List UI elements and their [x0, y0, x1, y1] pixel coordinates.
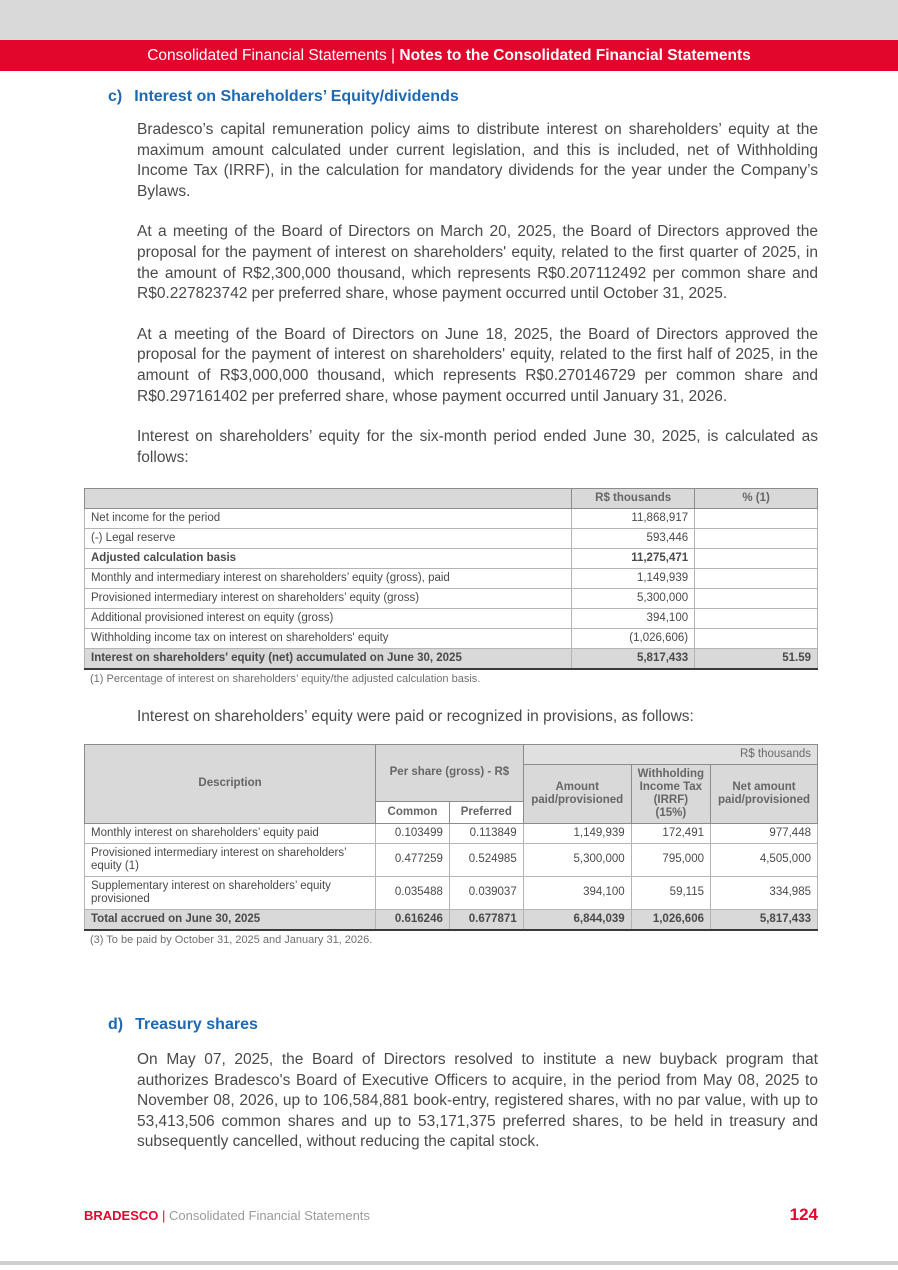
row-irrf: 1,026,606: [631, 909, 710, 930]
t1-col-blank: [85, 489, 572, 509]
paragraph-capital-remuneration: Bradesco’s capital remuneration policy aims to distribute interest on shareholders’ equity at the maximum amount calculated under current legislation, and this is included, net of Withholding Income Tax (IRRF), in the calculation for mandatory dividends for the year under the Company’s Bylaws.: [137, 121, 818, 200]
row-pct: [695, 529, 818, 549]
row-label: Withholding income tax on interest on shareholders' equity: [85, 629, 572, 649]
row-preferred: 0.039037: [449, 876, 523, 909]
table-row: [85, 569, 818, 589]
table-row: [85, 629, 818, 649]
interest-calculation-table: [84, 488, 818, 670]
row-net: 334,985: [711, 876, 818, 909]
row-preferred: 0.677871: [449, 909, 523, 930]
section-c-heading: [108, 88, 818, 106]
paragraph-board-march: At a meeting of the Board of Directors on March 20, 2025, the Board of Directors approved the proposal for the payment of interest on shareholders' equity, related to the first quarter of 2025, in the amount of R$2,300,000 thousand, which represents R$0.207112492 per common share and R$0.227823742 per preferred share, whose payment occurred until October 31, 2025.: [137, 223, 818, 303]
table-row-total: [85, 649, 818, 670]
row-amount: 1,149,939: [523, 823, 631, 843]
t2-rs-thousands: R$ thousands: [523, 744, 817, 764]
row-pct: [695, 549, 818, 569]
row-pct: [695, 629, 818, 649]
row-value: 5,817,433: [572, 649, 695, 670]
row-irrf: 59,115: [631, 876, 710, 909]
row-irrf: 172,491: [631, 823, 710, 843]
row-irrf: 795,000: [631, 843, 710, 876]
row-net: 5,817,433: [711, 909, 818, 930]
row-net: 977,448: [711, 823, 818, 843]
section-d-title: Treasury shares: [135, 1015, 258, 1033]
row-label: Interest on shareholders' equity (net) accumulated on June 30, 2025: [85, 649, 572, 670]
row-pct: [695, 589, 818, 609]
paragraph-treasury-shares: On May 07, 2025, the Board of Directors resolved to institute a new buyback program that authorizes Bradesco's Board of Executive Officers to acquire, in the period from May 08, 2025 to November 08, 2026, up to 106,584,881 book-entry, registered shares, with no par value, with up to 53,413,506 common shares and up to 53,171,375 preferred shares, to be held in treasury and subsequently cancelled, without reducing the capital stock.: [137, 1050, 818, 1151]
row-preferred: 0.524985: [449, 843, 523, 876]
section-c-title: Interest on Shareholders’ Equity/dividends: [134, 88, 459, 105]
table-row-total: [85, 909, 818, 930]
row-common: 0.035488: [376, 876, 450, 909]
table-row: [85, 609, 818, 629]
table-row: [85, 823, 818, 843]
t2-col-net: Net amount paid/provisioned: [711, 764, 818, 823]
row-pct: [695, 569, 818, 589]
provisions-table: [84, 744, 818, 931]
page-content: [0, 71, 898, 1153]
row-amount: 5,300,000: [523, 843, 631, 876]
banner-notes-label: Notes to the Consolidated Financial Statements: [399, 46, 751, 64]
top-gray-strip: [0, 0, 898, 40]
row-label: Adjusted calculation basis: [85, 549, 572, 569]
row-description: Supplementary interest on shareholders’ equity provisioned: [85, 876, 376, 909]
row-net: 4,505,000: [711, 843, 818, 876]
t2-col-per-share: Per share (gross) - R$: [376, 744, 524, 801]
row-label: (-) Legal reserve: [85, 529, 572, 549]
row-common: 0.616246: [376, 909, 450, 930]
table-row: [85, 509, 818, 529]
row-value: 593,446: [572, 529, 695, 549]
row-value: (1,026,606): [572, 629, 695, 649]
row-amount: 6,844,039: [523, 909, 631, 930]
table-row: [85, 876, 818, 909]
row-value: 1,149,939: [572, 569, 695, 589]
row-common: 0.103499: [376, 823, 450, 843]
section-c-letter: c): [108, 88, 123, 105]
header-banner: [0, 40, 898, 71]
footer-brand-line: [84, 1208, 370, 1223]
banner-section-label: Consolidated Financial Statements |: [147, 46, 400, 64]
t1-col-rs-thousands: R$ thousands: [572, 489, 695, 509]
row-value: 11,868,917: [572, 509, 695, 529]
table-row: [85, 529, 818, 549]
table-header-row: [85, 489, 818, 509]
row-value: 5,300,000: [572, 589, 695, 609]
row-pct: [695, 609, 818, 629]
footer-label: Consolidated Financial Statements: [169, 1208, 370, 1223]
row-label: Provisioned intermediary interest on shareholders’ equity (gross): [85, 589, 572, 609]
page-number: 124: [789, 1205, 818, 1224]
row-description: Total accrued on June 30, 2025: [85, 909, 376, 930]
row-common: 0.477259: [376, 843, 450, 876]
t2-col-preferred: Preferred: [449, 802, 523, 824]
row-value: 11,275,471: [572, 549, 695, 569]
t2-col-description: Description: [85, 744, 376, 823]
paragraph-board-june: At a meeting of the Board of Directors on June 18, 2025, the Board of Directors approved the proposal for the payment of interest on shareholders' equity, related to the first half of 2025, in the amount of R$3,000,000 thousand, which represents R$0.270146729 per common share and R$0.297161402 per preferred share, whose payment occurred until January 31, 2026.: [137, 325, 818, 405]
table-row-adjusted-basis: [85, 549, 818, 569]
page-footer: [84, 1205, 818, 1225]
row-label: Additional provisioned interest on equity (gross): [85, 609, 572, 629]
table2-footnote: (3) To be paid by October 31, 2025 and January 31, 2026.: [90, 933, 373, 946]
t2-col-amount: Amount paid/provisioned: [523, 764, 631, 823]
table-row: [85, 843, 818, 876]
row-pct: 51.59: [695, 649, 818, 670]
row-value: 394,100: [572, 609, 695, 629]
row-label: Monthly and intermediary interest on shareholders’ equity (gross), paid: [85, 569, 572, 589]
bottom-gray-strip: [0, 1261, 898, 1265]
row-amount: 394,100: [523, 876, 631, 909]
table1-footnote: (1) Percentage of interest on shareholders’ equity/the adjusted calculation basis.: [90, 673, 481, 686]
table-row: [85, 589, 818, 609]
t2-col-irrf: Withholding Income Tax (IRRF) (15%): [631, 764, 710, 823]
table-header-row: [85, 744, 818, 764]
row-description: Monthly interest on shareholders’ equity paid: [85, 823, 376, 843]
footer-separator: |: [158, 1208, 170, 1223]
row-label: Net income for the period: [85, 509, 572, 529]
row-preferred: 0.113849: [449, 823, 523, 843]
section-d-letter: d): [108, 1015, 124, 1033]
t1-col-percent: % (1): [695, 489, 818, 509]
provisions-intro: Interest on shareholders’ equity were paid or recognized in provisions, as follows:: [137, 708, 694, 726]
section-d-heading: [108, 1016, 818, 1034]
row-pct: [695, 509, 818, 529]
paragraph-calculation-intro: Interest on shareholders’ equity for the six-month period ended June 30, 2025, is calculated as follows:: [137, 428, 818, 466]
footer-brand: BRADESCO: [84, 1208, 159, 1223]
t2-col-common: Common: [376, 802, 450, 824]
row-description: Provisioned intermediary interest on shareholders’ equity (1): [85, 843, 376, 876]
